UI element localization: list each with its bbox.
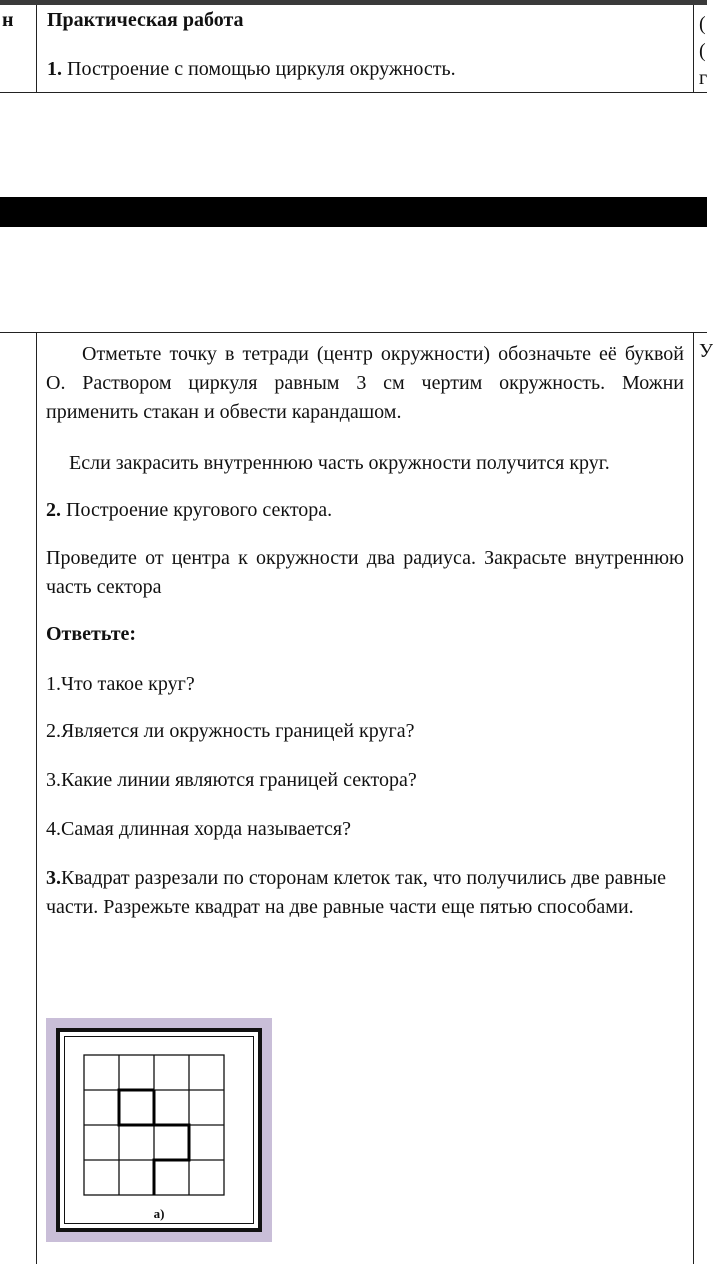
right-cell-fragment (698, 5, 707, 93)
item2-line (46, 496, 332, 525)
item2-text: Построение кругового сектора. (66, 499, 333, 521)
table-bottom-line (0, 92, 707, 93)
table-top-line (0, 332, 707, 333)
square-grid (56, 1028, 262, 1232)
left-cell-fragment: н (2, 9, 14, 31)
top-border (0, 0, 707, 5)
section-title: Практическая работа (47, 9, 244, 31)
item2-number: 2. (46, 499, 61, 521)
item3-number: 3. (46, 867, 61, 889)
paragraph-1: Отметьте точку в тетради (центр окружности) обозначьте её буквой О. Раствором циркуля равным 3 см чертим окружность. Можни применить стакан и обвести карандашом. (46, 343, 684, 423)
question-2: 2.Является ли окружность границей круга? (46, 720, 415, 742)
separator-band (0, 197, 707, 227)
table-divider (36, 332, 37, 1264)
right-cell-fragment (698, 333, 713, 373)
right-fragment-3: г (699, 67, 708, 89)
paragraph-2: Если закрасить внутреннюю часть окружности получится круг. (69, 452, 610, 474)
figure-caption: а) (153, 1206, 165, 1221)
right-fragment-2: ( (699, 40, 706, 62)
item3-paragraph (46, 864, 672, 922)
table-divider (693, 332, 694, 1264)
question-3: 3.Какие линии являются границей сектора? (46, 769, 417, 791)
item1-line (47, 55, 456, 84)
question-4: 4.Самая длинная хорда называется? (46, 818, 351, 840)
table-divider (36, 5, 37, 93)
table-divider (693, 5, 694, 93)
figure-inner (56, 1028, 262, 1232)
grid-figure (46, 1018, 272, 1242)
item1-text: Построение с помощью циркуля окружность. (67, 58, 456, 80)
paragraph-3: Проведите от центра к окружности два радиуса. Закрасьте внутреннюю часть сектора (46, 547, 684, 598)
item3-text: Квадрат разрезали по сторонам клеток так, что получились две равные части. Разрежьте квадрат на две равные части еще пятью способами. (46, 867, 666, 918)
right-fragment-body: У (699, 340, 713, 362)
item1-number: 1. (47, 58, 62, 80)
answer-heading: Ответьте: (46, 623, 137, 645)
question-1: 1.Что такое круг? (46, 673, 195, 695)
right-fragment-1: ( (699, 13, 706, 35)
